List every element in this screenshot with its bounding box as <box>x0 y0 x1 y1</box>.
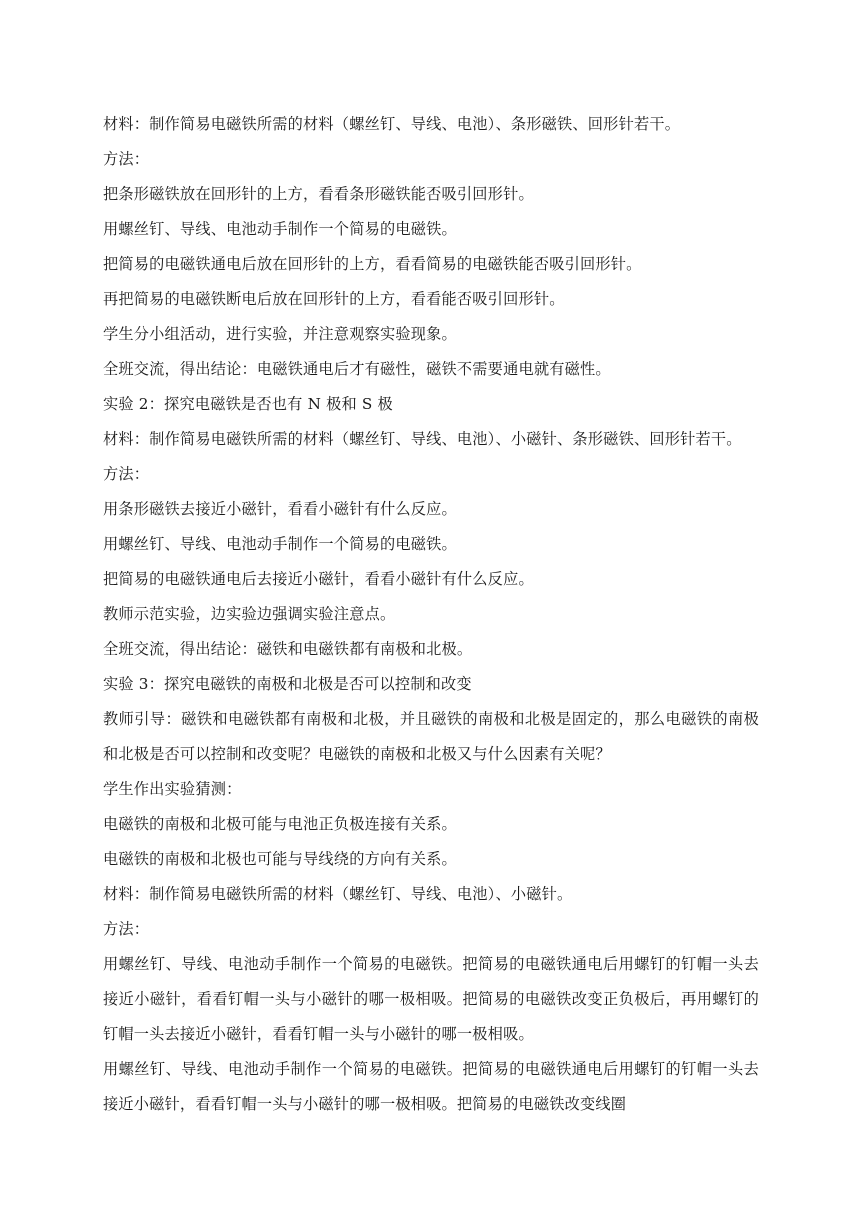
experiment-3-heading: 实验 3：探究电磁铁的南极和北极是否可以控制和改变 <box>103 675 472 693</box>
method-step: 把条形磁铁放在回形针的上方，看看条形磁铁能否吸引回形针。 <box>103 185 534 203</box>
materials-paragraph-2: 材料：制作简易电磁铁所需的材料（螺丝钉、导线、电池）、小磁针、条形磁铁、回形针若干。 <box>103 430 742 448</box>
method-step: 再把简易的电磁铁断电后放在回形针的上方，看看能否吸引回形针。 <box>103 290 565 308</box>
method-heading-3: 方法： <box>103 920 150 938</box>
hypothesis-item: 电磁铁的南极和北极也可能与导线绕的方向有关系。 <box>103 850 457 868</box>
hypothesis-item: 电磁铁的南极和北极可能与电池正负极连接有关系。 <box>103 815 457 833</box>
method-step: 用螺丝钉、导线、电池动手制作一个简易的电磁铁。 <box>103 220 457 238</box>
method-step: 把简易的电磁铁通电后放在回形针的上方，看看简易的电磁铁能否吸引回形针。 <box>103 255 642 273</box>
materials-paragraph-1: 材料：制作简易电磁铁所需的材料（螺丝钉、导线、电池）、条形磁铁、回形针若干。 <box>103 115 681 133</box>
experiment-2-heading: 实验 2：探究电磁铁是否也有 N 极和 S 极 <box>103 395 393 413</box>
hypothesis-heading: 学生作出实验猜测： <box>103 780 242 798</box>
activity-note: 学生分小组活动，进行实验，并注意观察实验现象。 <box>103 325 457 343</box>
method-heading-2: 方法： <box>103 465 150 483</box>
method-heading-1: 方法： <box>103 150 150 168</box>
method-step: 用螺丝钉、导线、电池动手制作一个简易的电磁铁。 <box>103 535 457 553</box>
teacher-demo-note: 教师示范实验，边实验边强调实验注意点。 <box>103 605 396 623</box>
conclusion-paragraph-2: 全班交流，得出结论：磁铁和电磁铁都有南极和北极。 <box>103 640 473 658</box>
conclusion-paragraph-1: 全班交流，得出结论：电磁铁通电后才有磁性，磁铁不需要通电就有磁性。 <box>103 360 611 378</box>
document-page <box>103 107 759 1122</box>
teacher-guidance-paragraph: 教师引导：磁铁和电磁铁都有南极和北极，并且磁铁的南极和北极是固定的，那么电磁铁的南极和北极是否可以控制和改变呢？电磁铁的南极和北极又与什么因素有关呢？ <box>103 710 759 763</box>
method-step-long: 用螺丝钉、导线、电池动手制作一个简易的电磁铁。把简易的电磁铁通电后用螺钉的钉帽一头去接近小磁针，看看钉帽一头与小磁针的哪一极相吸。把简易的电磁铁改变线圈 <box>103 1060 759 1113</box>
method-step-long: 用螺丝钉、导线、电池动手制作一个简易的电磁铁。把简易的电磁铁通电后用螺钉的钉帽一头去接近小磁针，看看钉帽一头与小磁针的哪一极相吸。把简易的电磁铁改变正负极后，再用螺钉的钉帽一头去接近小磁针，看看钉帽一头与小磁针的哪一极相吸。 <box>103 955 759 1043</box>
method-step: 用条形磁铁去接近小磁针，看看小磁针有什么反应。 <box>103 500 457 518</box>
method-step: 把简易的电磁铁通电后去接近小磁针，看看小磁针有什么反应。 <box>103 570 534 588</box>
materials-paragraph-3: 材料：制作简易电磁铁所需的材料（螺丝钉、导线、电池）、小磁针。 <box>103 885 573 903</box>
